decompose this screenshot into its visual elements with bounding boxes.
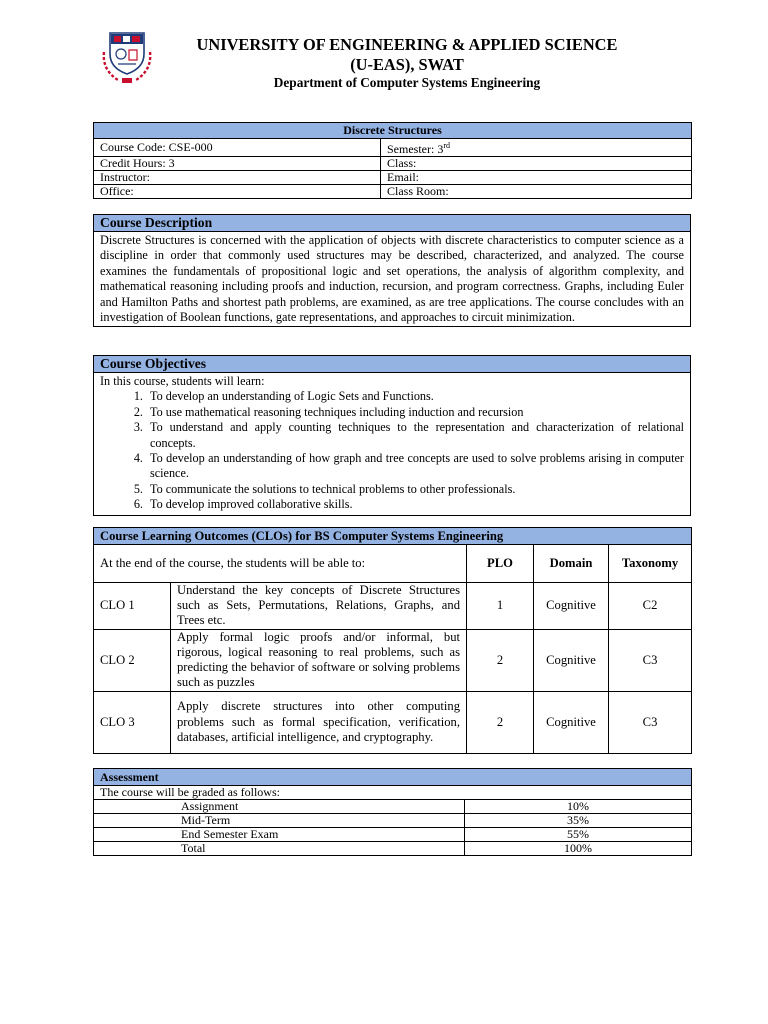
assessment-weight: 35%	[465, 814, 692, 828]
assessment-item: End Semester Exam	[94, 828, 465, 842]
objectives-intro: In this course, students will learn:	[100, 374, 265, 388]
assessment-item: Total	[94, 842, 465, 856]
course-description-text: Discrete Structures is concerned with the application of objects with discrete characteristics to computer science as a discipline in order that commonly used structures may be described, characterized, and analyzed. The course examines the fundamentals of propositional logic and set operations, the analysis of algorithm complexity, and mathematical reasoning including proofs and induction, recursion, and program correctness. Graphs, including Euler and Hamilton Paths and shortest path problems, are examined, as are tree applications. The course concludes with an investigation of Boolean functions, gate representations, and approaches to circuit minimization.	[94, 232, 691, 327]
taxonomy-column-header: Taxonomy	[609, 545, 692, 583]
clo-description: Apply discrete structures into other computing problems such as formal specification, verification, databases, artificial intelligence, and cryptography.	[171, 691, 467, 753]
table-row	[94, 629, 692, 691]
clo-domain: Cognitive	[534, 691, 609, 753]
domain-column-header: Domain	[534, 545, 609, 583]
clo-description: Understand the key concepts of Discrete Structures such as Sets, Permutations, Relations, Graphs, and Trees etc.	[171, 583, 467, 630]
objective-item: 2. To use mathematical reasoning techniques including induction and recursion	[146, 405, 684, 420]
course-description-section	[93, 214, 691, 327]
objectives-list	[100, 389, 684, 512]
office-field: Office:	[94, 185, 381, 199]
table-row	[94, 842, 692, 856]
plo-column-header: PLO	[467, 545, 534, 583]
semester-label: Semester: 3	[387, 142, 444, 156]
assessment-weight: 10%	[465, 800, 692, 814]
clo-table	[93, 527, 692, 754]
assessment-item: Mid-Term	[94, 814, 465, 828]
course-objectives-section	[93, 355, 691, 516]
objective-item: 5. To communicate the solutions to technical problems to other professionals.	[146, 482, 684, 497]
assessment-intro: The course will be graded as follows:	[94, 786, 692, 800]
course-objectives-heading: Course Objectives	[94, 356, 691, 373]
course-title: Discrete Structures	[94, 123, 692, 139]
semester-suffix: rd	[443, 141, 450, 150]
clo-heading: Course Learning Outcomes (CLOs) for BS Computer Systems Engineering	[94, 528, 692, 545]
clo-plo: 1	[467, 583, 534, 630]
semester	[381, 139, 692, 157]
assessment-weight: 100%	[465, 842, 692, 856]
objective-item: 4. To develop an understanding of how graph and tree concepts are used to solve problems arising in computer science.	[146, 451, 684, 482]
objective-item: 6. To develop improved collaborative skills.	[146, 497, 684, 512]
assessment-weight: 55%	[465, 828, 692, 842]
university-name-line2: (U-EAS), SWAT	[350, 55, 464, 74]
course-objectives-body	[94, 373, 691, 516]
clo-id: CLO 2	[94, 629, 171, 691]
table-row	[94, 814, 692, 828]
objective-item: 1. To develop an understanding of Logic Sets and Functions.	[146, 389, 684, 404]
table-row	[94, 828, 692, 842]
table-row	[94, 691, 692, 753]
credit-hours: Credit Hours: 3	[94, 157, 381, 171]
table-row	[94, 800, 692, 814]
clo-domain: Cognitive	[534, 629, 609, 691]
class-room-field: Class Room:	[381, 185, 692, 199]
email-field: Email:	[381, 171, 692, 185]
university-logo	[96, 30, 158, 86]
instructor-field: Instructor:	[94, 171, 381, 185]
table-row	[94, 583, 692, 630]
objective-item: 3. To understand and apply counting techniques to the representation and characterization of relational concepts.	[146, 420, 684, 451]
assessment-item: Assignment	[94, 800, 465, 814]
clo-plo: 2	[467, 629, 534, 691]
department-name: Department of Computer Systems Engineering	[273, 75, 541, 90]
clo-domain: Cognitive	[534, 583, 609, 630]
class-field: Class:	[381, 157, 692, 171]
university-name-line1: UNIVERSITY OF ENGINEERING & APPLIED SCIENCE	[196, 35, 618, 54]
clo-intro: At the end of the course, the students will be able to:	[94, 545, 467, 583]
clo-taxonomy: C2	[609, 583, 692, 630]
clo-taxonomy: C3	[609, 629, 692, 691]
clo-id: CLO 1	[94, 583, 171, 630]
course-code: Course Code: CSE-000	[94, 139, 381, 157]
assessment-heading: Assessment	[94, 769, 692, 786]
university-name	[174, 35, 640, 75]
course-info-table	[93, 122, 692, 199]
assessment-table	[93, 768, 692, 856]
clo-description: Apply formal logic proofs and/or informal, but rigorous, logical reasoning to real problems, such as predicting the behavior of software or solving problems such as puzzles	[171, 629, 467, 691]
clo-id: CLO 3	[94, 691, 171, 753]
clo-taxonomy: C3	[609, 691, 692, 753]
course-description-heading: Course Description	[94, 215, 691, 232]
clo-plo: 2	[467, 691, 534, 753]
